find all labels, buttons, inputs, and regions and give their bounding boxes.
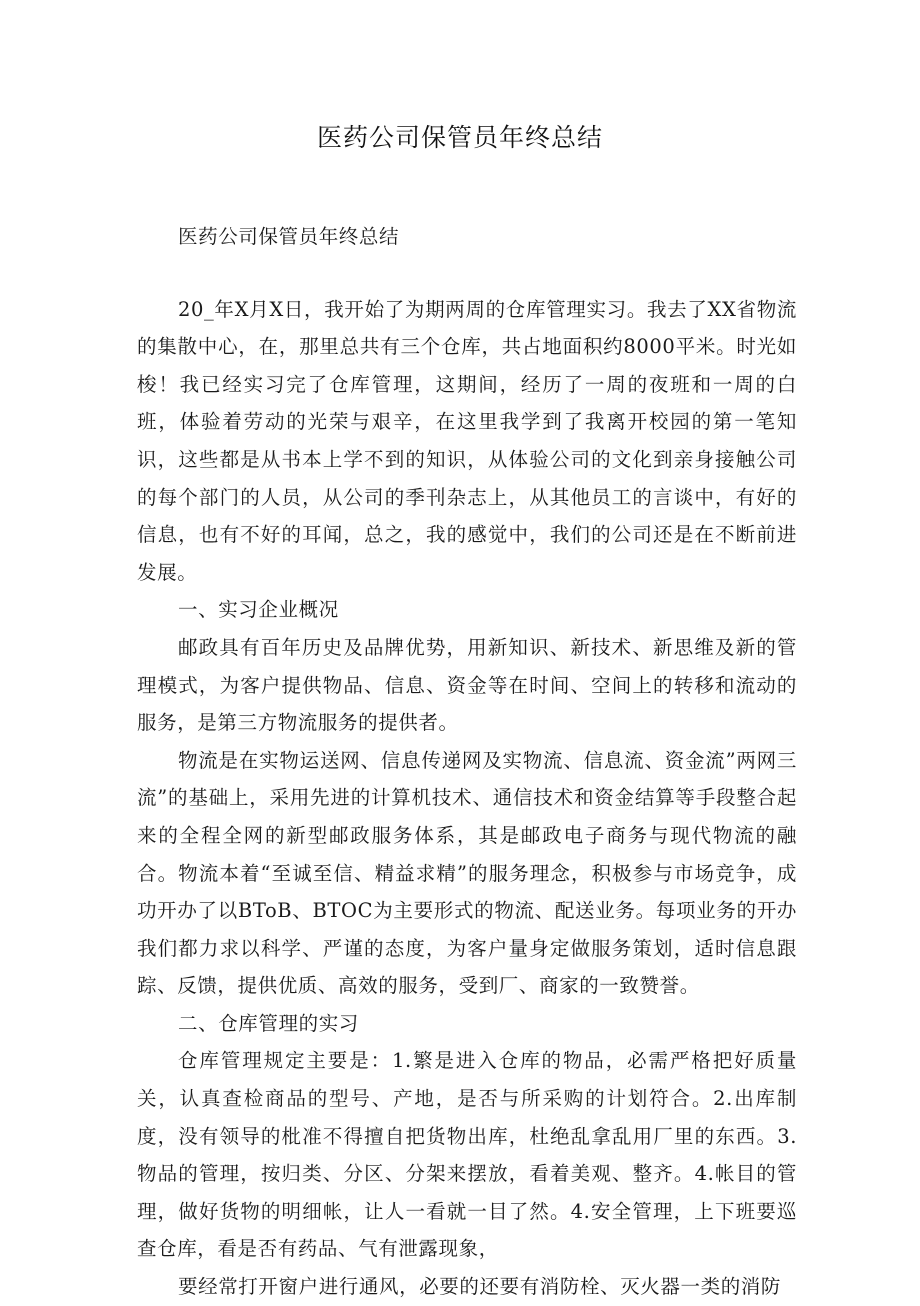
paragraph-intro: 20_年X月X日，我开始了为期两周的仓库管理实习。我去了XX省物流的集散中心，在，那里总共有三个仓库，共占地面积约8000平米。时光如梭！我已经实习完了仓库管理，这期间，经历了一周的夜班和一周的白班，体验着劳动的光荣与艰辛，在这里我学到了我离开校园的第一笔知识，这些都是从书本上学不到的知识，从体验公司的文化到亲身接触公司的每个部门的人员，从公司的季刊杂志上，从其他员工的言谈中，有好的信息，也有不好的耳闻，总之，我的感觉中，我们的公司还是在不断前进发展。 <box>137 297 797 584</box>
paragraph-ventilation: 要经常打开窗户进行通风，必要的还要有消防栓、灭火器一类的消防 <box>178 1275 782 1299</box>
document-subtitle: 医药公司保管员年终总结 <box>178 225 400 248</box>
document-body <box>137 218 797 1306</box>
section-heading-warehouse-practice: 二、仓库管理的实习 <box>178 1011 359 1035</box>
paragraph-warehouse-rules: 仓库管理规定主要是：1.繁是进入仓库的物品，必需严格把好质量关，认真查检商品的型号、产地，是否与所采购的计划符合。2.出库制度，没有领导的枇准不得擅自把货物出库，杜绝乱拿乱用厂里的东西。3.物品的管理，按归类、分区、分架来摆放，看着美观、整齐。4.帐目的管理，做好货物的明细帐，让人一看就一目了然。4.安全管理，上下班要巡查仓库，看是否有药品、气有泄露现象， <box>137 1049 797 1261</box>
paragraph-logistics: 物流是在实物运送网、信息传递网及实物流、信息流、资金流”两网三流”的基础上，采用先进的计算机技术、通信技术和资金结算等手段整合起来的全程全网的新型邮政服务体系，其是邮政电子商务与现代物流的融合。物流本着“至诚至信、精益求精”的服务理念，积极参与市场竞争，成功开办了以BToB、BTOC为主要形式的物流、配送业务。每项业务的开办我们都力求以科学、严谨的态度，为客户量身定做服务策划，适时信息跟踪、反馈，提供优质、高效的服务，受到厂、商家的一致赞誉。 <box>137 748 797 998</box>
paragraph-postal-overview: 邮政具有百年历史及品牌优势，用新知识、新技术、新思维及新的管理模式，为客户提供物品、信息、资金等在时间、空间上的转移和流动的服务，是第三方物流服务的提供者。 <box>137 635 797 735</box>
document-title: 医药公司保管员年终总结 <box>316 123 603 152</box>
section-heading-enterprise-overview: 一、实习企业概况 <box>178 598 339 622</box>
